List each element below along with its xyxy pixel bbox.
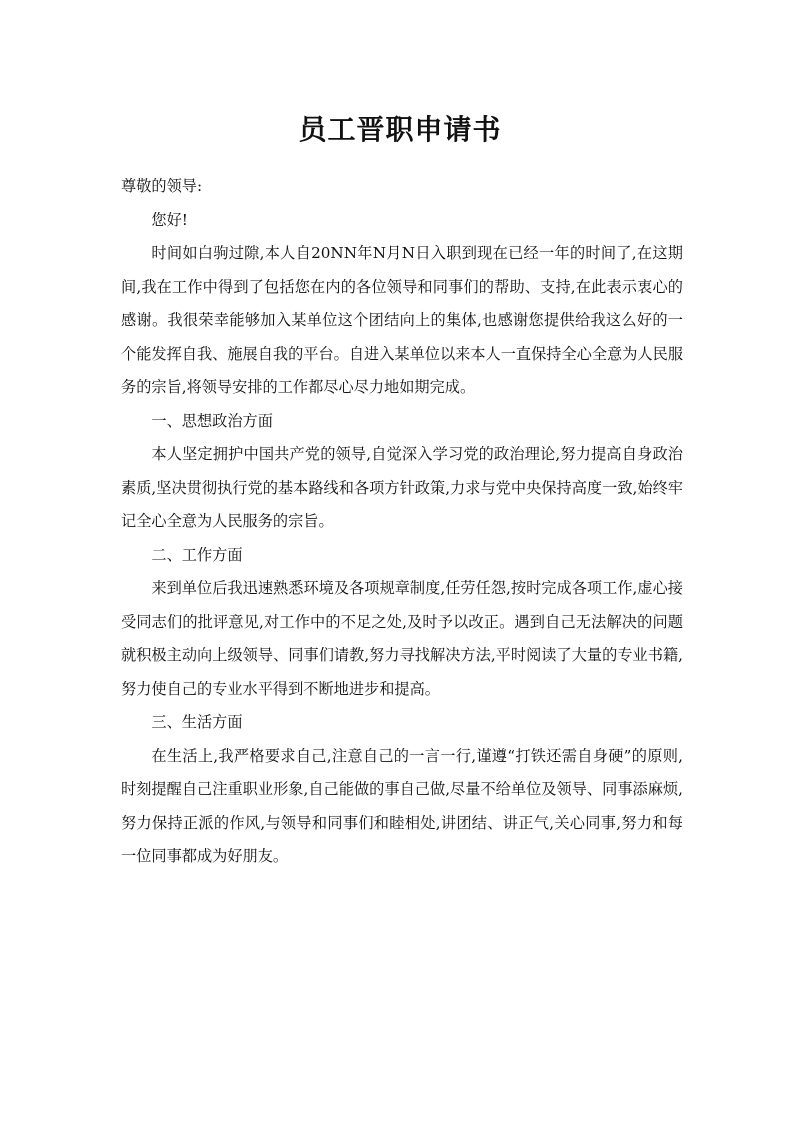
- section-heading-work: 二、工作方面: [151, 545, 243, 564]
- intro-paragraph: 时间如白驹过隙,本人自20NN年N月N日入职到现在已经一年的时间了,在这期间,我在工作中得到了包括您在内的各位领导和同事们的帮助、支持,在此表示衷心的感谢。我很荣幸能够加入某单位这个团结向上的集体,也感谢您提供给我这么好的一个能发挥自我、施展自我的平台。自进入某单位以来本人一直保持全心全意为人民服务的宗旨,将领导安排的工作都尽心尽力地如期完成。: [121, 244, 683, 396]
- section-heading-life: 三、生活方面: [151, 713, 243, 731]
- section-heading-ideology: 一、思想政治方面: [151, 411, 273, 430]
- document-title: 员工晋职申请书: [298, 113, 502, 146]
- section-paragraph-work: 来到单位后我迅速熟悉环境及各项规章制度,任劳任怨,按时完成各项工作,虚心接受同志们的批评意见,对工作中的不足之处,及时予以改正。遇到自己无法解决的问题就积极主动向上级领导、同事们请教,努力寻找解决方法,平时阅读了大量的专业书籍,努力使自己的专业水平得到不断地进步和提高。: [121, 579, 683, 698]
- salutation: 尊敬的领导:: [121, 177, 203, 195]
- document-body: [121, 170, 683, 874]
- greeting: 您好!: [151, 210, 188, 229]
- section-paragraph-ideology: 本人坚定拥护中国共产党的领导,自觉深入学习党的政治理论,努力提高自身政治素质,坚决贯彻执行党的基本路线和各项方针政策,力求与党中央保持高度一致,始终牢记全心全意为人民服务的宗旨。: [121, 445, 683, 530]
- section-paragraph-life: 在生活上,我严格要求自己,注意自己的一言一行,谨遵“打铁还需自身硬”的原则,时刻提醒自己注重职业形象,自己能做的事自己做,尽量不给单位及领导、同事添麻烦,努力保持正派的作风,与领导和同事们和睦相处,讲团结、讲正气,关心同事,努力和每一位同事都成为好朋友。: [121, 746, 683, 865]
